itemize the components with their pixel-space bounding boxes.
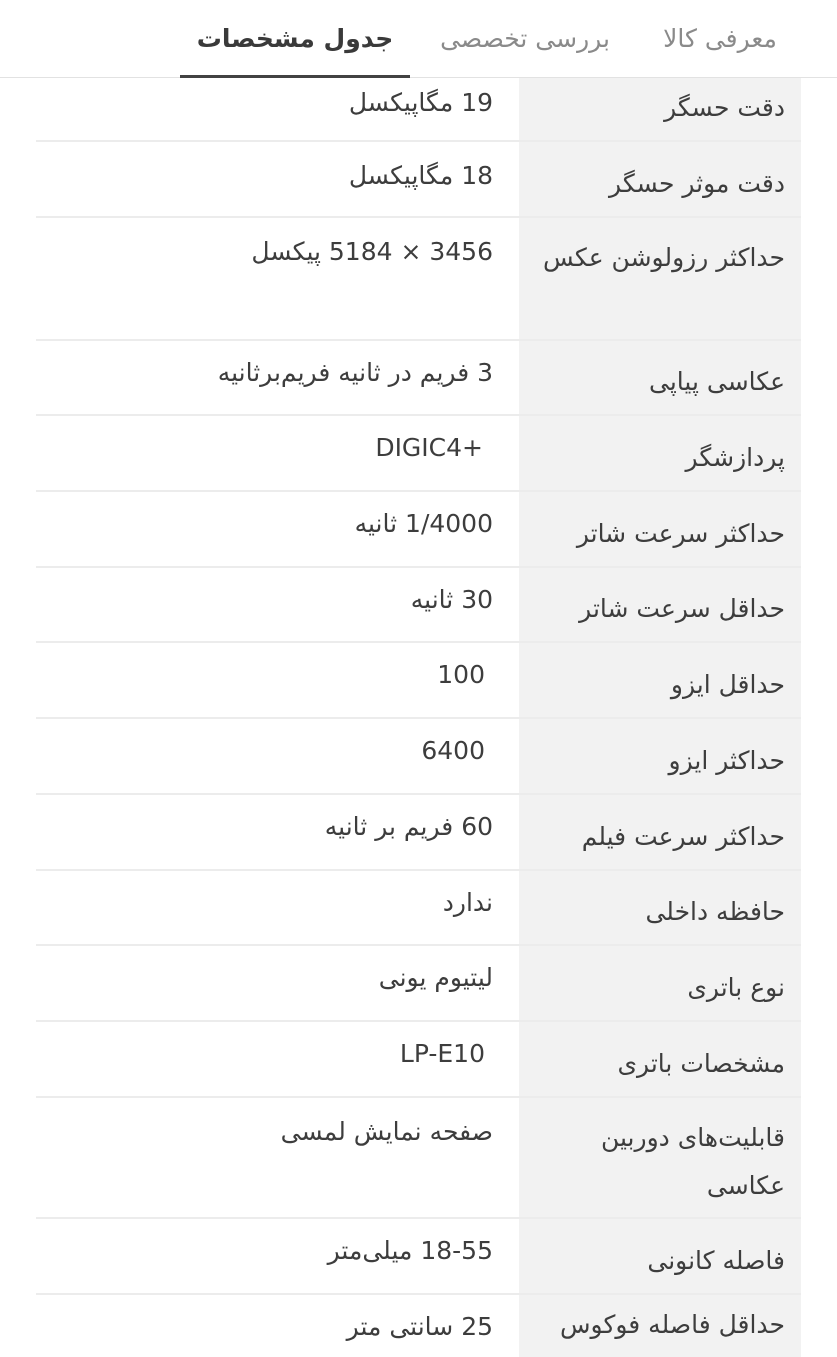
spec-row [36, 719, 801, 795]
spec-label: نوع باتری [519, 946, 801, 1020]
spec-row [36, 1219, 801, 1295]
spec-label: حداقل فاصله فوکوس [519, 1295, 801, 1357]
spec-value: 19 مگاپیکسل [348, 88, 493, 117]
spec-row [36, 568, 801, 643]
spec-row [36, 492, 801, 568]
spec-row [36, 871, 801, 946]
spec-value: 3456 × 5184 پیکسل [251, 237, 493, 266]
spec-value: LP-E10 [399, 1039, 485, 1068]
spec-row [36, 946, 801, 1022]
spec-label: حداکثر سرعت شاتر [519, 492, 801, 566]
spec-row [36, 1022, 801, 1098]
specifications-table [36, 78, 801, 1357]
spec-label: حافظه داخلی [519, 871, 801, 944]
spec-row [36, 643, 801, 719]
spec-value: صفحه نمایش لمسی [280, 1117, 493, 1146]
spec-value: لیتیوم یونی [378, 963, 493, 992]
tab-specifications[interactable]: جدول مشخصات [180, 0, 410, 77]
spec-label: عکاسی پیاپی [519, 341, 801, 414]
spec-label: حداقل سرعت شاتر [519, 568, 801, 641]
spec-value: 30 ثانیه [410, 585, 493, 614]
spec-row [36, 416, 801, 492]
spec-label: دقت موثر حسگر [519, 142, 801, 216]
spec-row [36, 795, 801, 871]
spec-label: حداقل ایزو [519, 643, 801, 717]
spec-value: ندارد [442, 888, 493, 917]
spec-label: فاصله کانونی [519, 1219, 801, 1293]
spec-label: مشخصات باتری [519, 1022, 801, 1096]
tab-expert-review[interactable]: بررسی تخصصی [440, 24, 610, 53]
spec-row [36, 1098, 801, 1219]
spec-label: پردازشگر [519, 416, 801, 490]
spec-label: حداکثر سرعت فیلم [519, 795, 801, 869]
spec-label: قابلیت‌های دوربین عکاسی [519, 1098, 801, 1217]
spec-row [36, 78, 801, 142]
spec-value: 18-55 میلی‌متر [327, 1236, 493, 1265]
spec-value: 25 سانتی متر [346, 1312, 493, 1341]
spec-label: دقت حسگر [519, 78, 801, 140]
spec-value: 60 فریم بر ثانیه [324, 812, 493, 841]
spec-value: 18 مگاپیکسل [348, 161, 493, 190]
tab-product-intro[interactable]: معرفی کالا [663, 24, 777, 53]
spec-label: حداکثر رزولوشن عکس [519, 218, 801, 339]
spec-row [36, 142, 801, 218]
spec-value: 6400 [421, 736, 485, 765]
spec-value: 3 فریم در ثانیه فریم‌برثانیه [217, 358, 493, 387]
spec-row [36, 218, 801, 341]
tab-bar [0, 0, 837, 78]
spec-row [36, 341, 801, 416]
spec-value: DIGIC4+ [375, 433, 483, 462]
spec-value: 100 [437, 660, 485, 689]
spec-value: 1/4000 ثانیه [354, 509, 493, 538]
spec-label: حداکثر ایزو [519, 719, 801, 793]
spec-row [36, 1295, 801, 1357]
